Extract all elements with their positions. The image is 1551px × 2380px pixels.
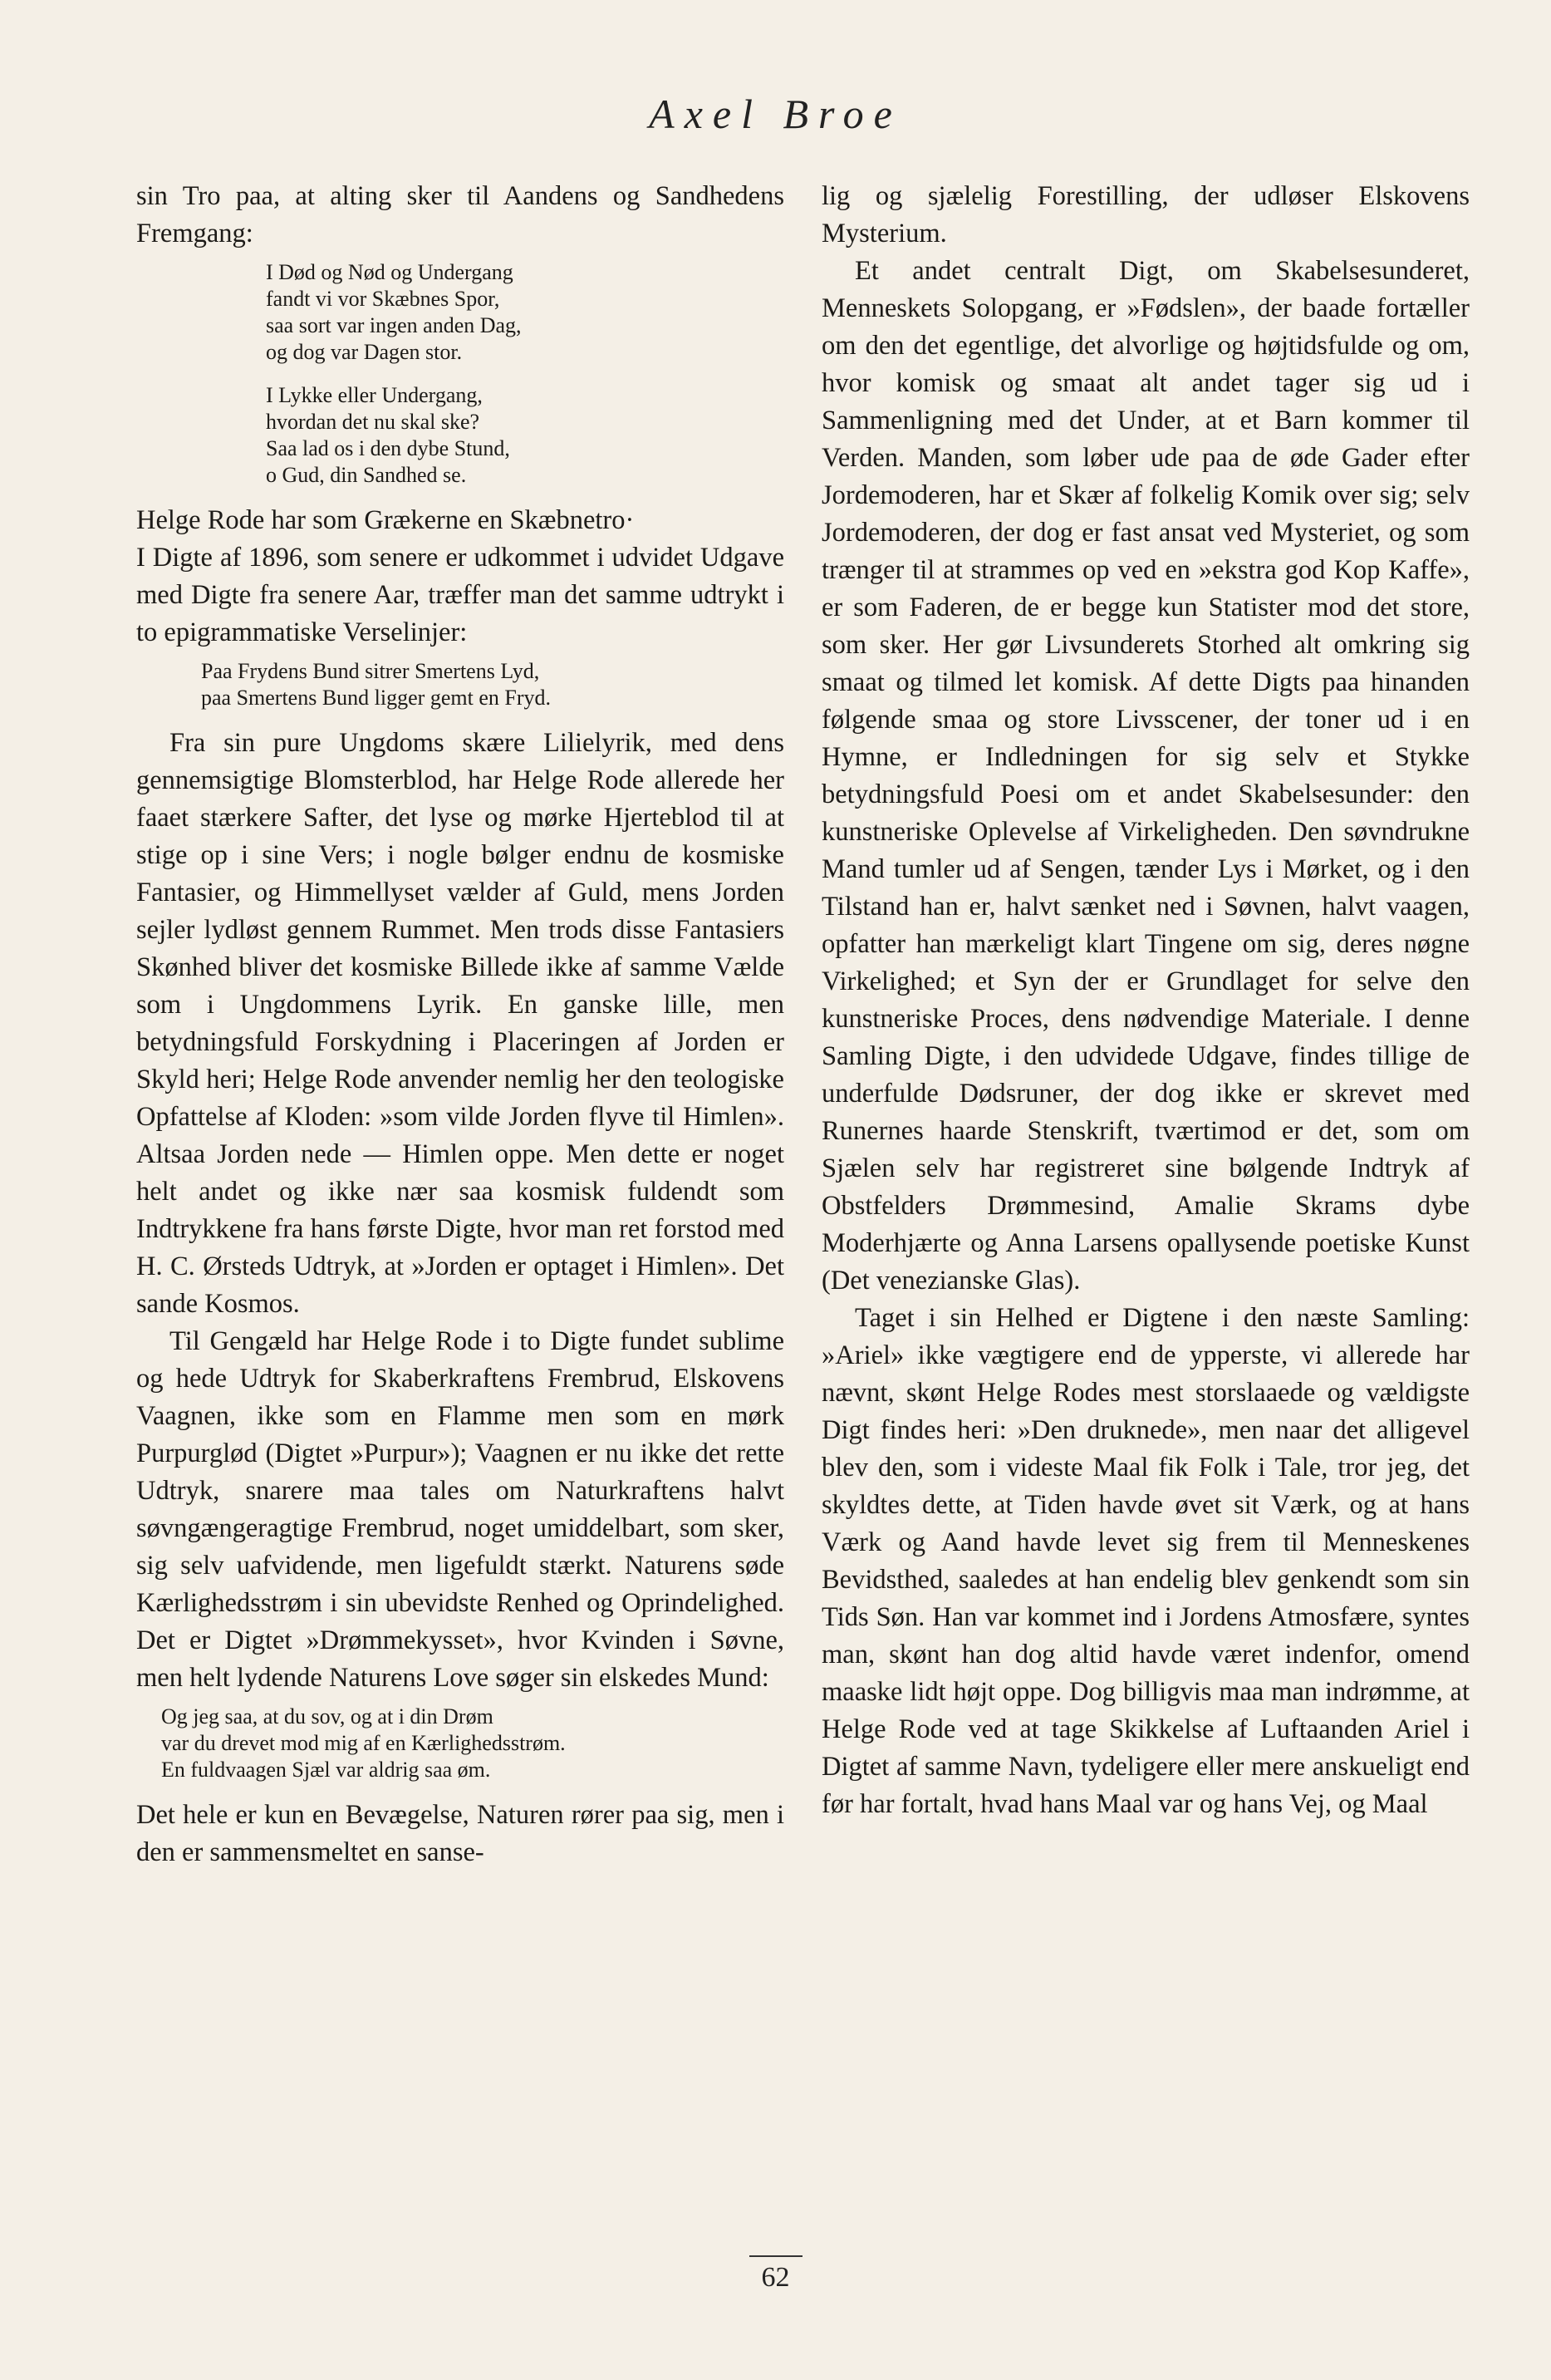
stanza (161, 1704, 784, 1783)
verse-block (136, 259, 784, 489)
verse-line: hvordan det nu skal ske? (266, 410, 480, 434)
verse-line: En fuldvaagen Sjæl var aldrig saa øm. (161, 1758, 491, 1782)
paragraph: Et andet centralt Digt, om Skabelsesunderet, Menneskets Solopgang, er »Fødslen», der baade fortæller om den det egentlige, det alvorlige og højtidsfulde og om, hvor komisk og smaat alt andet tager sig ud i Sammenligning med det Under, at et Barn kommer til Verden. Manden, som løber ude paa de øde Gader efter Jordemoderen, har et Skær af folkelig Komik over sig; selv Jordemoderen, der dog er fast ansat ved Mysteriet, og som trænger til at strammes op ved en »ekstra god Kop Kaffe», er som Faderen, de er begge kun Statister mod det store, som sker. Her gør Livsunderets Storhed alt omkring sig smaat og tilmed let komisk. Af dette Digts paa hinanden følgende smaa og store Livsscener, der toner ud i en Hymne, er Indledningen for sig selv et Stykke betydningsfuld Poesi om et andet Skabelsesunder: den kunstneriske Oplevelse af Virkeligheden. Den søvndrukne Mand tumler ud af Sengen, tænder Lys i Mørket, og i den Tilstand han er, halvt sænket ned i Søvnen, halvt vaagen, opfatter han mærkeligt klart Tingene om sig, deres nøgne Virkelighed; et Syn der er Grundlaget for selve den kunstneriske Proces, dens nødvendige Materiale. I denne Samling Digte, i den udvidede Udgave, findes tillige de underfulde Dødsruner, der dog ikke er skrevet med Runernes haarde Stenskrift, tværtimod er det, som om Sjælen selv har registreret sine bølgende Indtryk af Obstfelders Drømmesind, Amalie Skrams dybe Moderhjærte og Anna Larsens opallysende poetiske Kunst (Det venezianske Glas). (822, 256, 1470, 1296)
paragraph: Det hele er kun en Bevægelse, Naturen rører paa sig, men i den er sammensmeltet en sanse- (136, 1800, 784, 1867)
verse-line: Saa lad os i den dybe Stund, (266, 436, 510, 460)
verse-line: saa sort var ingen anden Dag, (266, 313, 522, 337)
verse-line: var du drevet mod mig af en Kærlighedsstrøm. (161, 1731, 566, 1755)
right-column (822, 178, 1470, 1823)
paragraph: sin Tro paa, at alting sker til Aandens og Sandhedens Fremgang: (136, 181, 784, 248)
stanza (266, 382, 784, 489)
page-number-rule (749, 2255, 802, 2257)
stanza (266, 259, 784, 366)
verse-line: paa Smertens Bund ligger gemt en Fryd. (201, 686, 551, 710)
stanza (201, 658, 784, 711)
verse-line: I Lykke eller Undergang, (266, 383, 483, 407)
verse-line: I Død og Nød og Undergang (266, 260, 513, 284)
paragraph: Taget i sin Helhed er Digtene i den næste Samling: »Ariel» ikke vægtigere end de ypperste, vi allerede har nævnt, skønt Helge Rodes mest storslaaede og vældigste Digt findes heri: »Den druknede», men naar det alligevel blev den, som i videste Maal fik Folk i Tale, tror jeg, det skyldtes dette, at Tiden havde øvet sit Værk, og at hans Værk og Aand havde levet sig frem til Menneskenes Bevidsthed, saaledes at han endelig blev genkendt som sin Tids Søn. Han var kommet ind i Jordens Atmosfære, syntes man, skønt han dog altid havde været indenfor, omend maaske lidt højt oppe. Dog billigvis maa man indrømme, at Helge Rode ved at tage Skikkelse af Luftaanden Ariel i Digtet af samme Navn, tydeligere eller mere anskueligt end før har fortalt, hvad hans Maal var og hans Vej, og Maal (822, 1303, 1470, 1819)
verse-line: fandt vi vor Skæbnes Spor, (266, 287, 500, 311)
left-column (136, 178, 784, 1871)
paragraph: Helge Rode har som Grækerne en Skæbnetro· (136, 505, 635, 535)
paragraph: Til Gengæld har Helge Rode i to Digte fundet sublime og hede Udtryk for Skaberkraftens Frembrud, Elskovens Vaagnen, ikke som en Flamme men som en mørk Purpurglød (Digtet »Purpur»); Vaagnen er nu ikke det rette Udtryk, snarere maa tales om Naturkraftens halvt søvngængeragtige Frembrud, noget umiddelbart, som sker, sig selv uafvidende, men ligefuldt stærkt. Naturens søde Kærlighedsstrøm i sin ubevidste Renhed og Oprindelighed. Det er Digtet »Drømmekysset», hvor Kvinden i Søvne, men helt lydende Naturens Love søger sin elskedes Mund: (136, 1326, 784, 1693)
verse-block (136, 1704, 784, 1783)
paragraph: I Digte af 1896, som senere er udkommet i udvidet Udgave med Digte fra senere Aar, træffer man det samme udtrykt i to epigrammatiske Verselinjer: (136, 543, 784, 647)
verse-line: Og jeg saa, at du sov, og at i din Drøm (161, 1704, 493, 1728)
running-head: Axel Broe (649, 91, 902, 137)
paragraph: Fra sin pure Ungdoms skære Lilielyrik, med dens gennemsigtige Blomsterblod, har Helge Rode allerede her faaet stærkere Safter, det lyse og mørke Hjerteblod til at stige op i sine Vers; i nogle bølger endnu de kosmiske Fantasier, og Himmellyset vælder af Guld, mens Jorden sejler lydløst gennem Rummet. Men trods disse Fantasiers Skønhed bliver det kosmiske Billede ikke af samme Vælde som i Ungdommens Lyrik. En ganske lille, men betydningsfuld Forskydning i Placeringen af Jorden er Skyld heri; Helge Rode anvender nemlig her den teologiske Opfattelse af Kloden: »som vilde Jorden flyve til Himlen». Altsaa Jorden nede — Himlen oppe. Men dette er noget helt andet og ikke nær saa kosmisk fuldendt som Indtrykkene fra hans første Digte, hvor man ret forstod med H. C. Ørsteds Udtryk, at »Jorden er optaget i Himlen». Det sande Kosmos. (136, 728, 784, 1319)
verse-block (136, 658, 784, 711)
page-number: 62 (761, 2262, 790, 2293)
paragraph: lig og sjælelig Forestilling, der udløser Elskovens Mysterium. (822, 181, 1470, 248)
verse-line: og dog var Dagen stor. (266, 340, 463, 364)
verse-line: o Gud, din Sandhed se. (266, 463, 467, 487)
verse-line: Paa Frydens Bund sitrer Smertens Lyd, (201, 659, 540, 683)
